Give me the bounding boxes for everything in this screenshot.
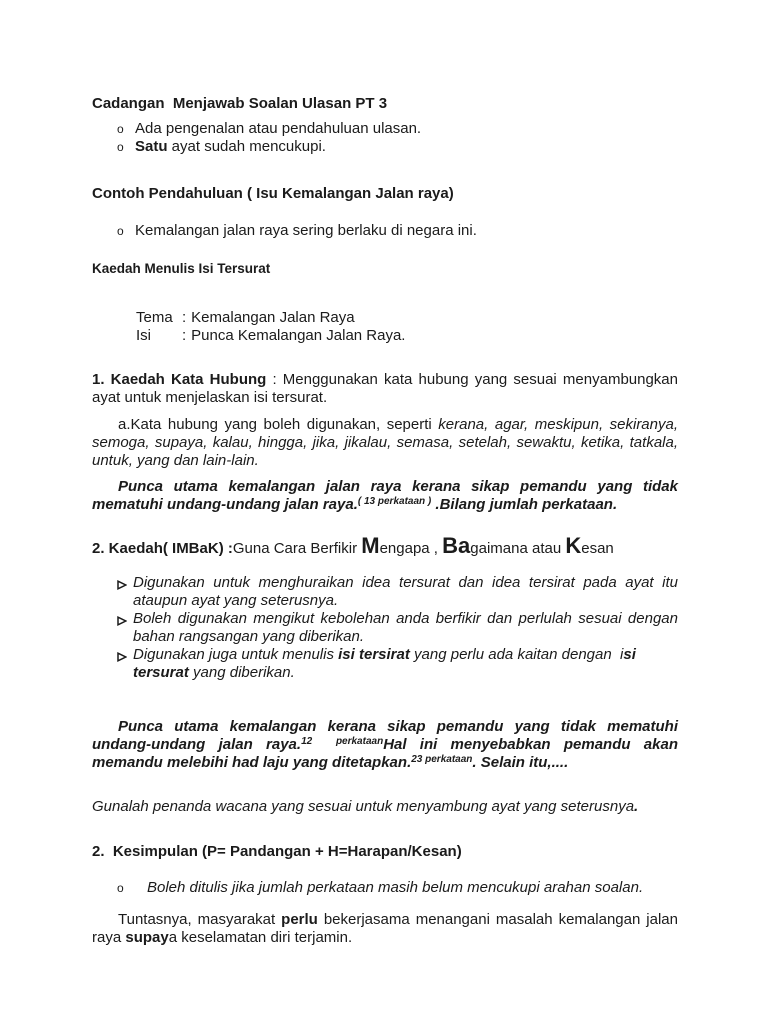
punca2-text-2: Hal ini menyebabkan pemandu akan memandu melebihi had laju yang ditetapkan. [92,736,678,771]
circle-bullet-icon: o [117,122,124,136]
punca1-tail: .Bilang jumlah perkataan. [431,496,618,513]
a3-bold-1: isi tersirat [338,646,410,663]
paragraph-punca-2 [92,718,678,772]
list-item-text: Boleh digunakan mengikut kebolehan anda berfikir dan perlulah sesuai dengan bahan rangsangan yang diberikan. [133,610,678,645]
emphasized-word: Satu [135,138,168,155]
arrow-bullet-icon [117,574,133,610]
kata-hubung-examples: kerana, agar, meskipun, sekiranya, semoga, supaya, kalau, hingga, jika, jikalau, semasa, setelah, sewaktu, ketika, tatkala, untuk, yang dan lain-lain. [92,416,679,469]
isi-value: Punca Kemalangan Jalan Raya. [191,327,406,344]
list-item-text [135,138,678,156]
circle-bullet-icon: o [117,224,124,238]
final-bold-perlu: perlu [281,911,318,928]
final-bold-supay: supay [125,929,169,946]
a3-bold-2: si tersurat [133,646,636,681]
arrow-bullet-icon [117,646,133,682]
punca2-text-3: . Selain itu,.... [472,754,569,771]
punca2-word-count-2: 23 perkataan [411,754,473,765]
a3-text-3: yang diberikan. [188,664,295,681]
list-item [92,574,678,610]
arrow-bullet-icon [117,610,133,646]
paragraph-kata-hubung [92,371,678,407]
imbak-text-4: esan [581,540,614,557]
page-title: Cadangan Menjawab Soalan Ulasan PT 3 [92,95,388,112]
punca1-text: Punca utama kemalangan jalan raya kerana sikap pemandu yang tidak mematuhi undang-undang jalan raya. [92,478,678,513]
list-item [92,610,678,646]
circle-bullet-icon: o [117,140,124,154]
punca1-word-count: ( 13 perkataan ) [357,496,432,507]
imbak-letter-m: M [361,533,380,558]
kata-hubung-list-lead: a.Kata hubung yang boleh digunakan, seperti [118,416,439,433]
final-text-3: a keselamatan diri terjamin. [168,929,353,946]
gunalah-text: Gunalah penanda wacana yang sesuai untuk menyambung ayat yang seterusnya [92,798,635,815]
paragraph-final [92,911,678,947]
a3-text-1: Digunakan juga untuk menulis [133,646,339,663]
tema-label: Tema [136,309,173,326]
imbak-heading: 2. Kaedah( IMBaK) : [92,540,233,557]
document-page [92,95,678,947]
gunalah-period: . [634,798,639,815]
list-item-text: Boleh ditulis jika jumlah perkataan masih belum mencukupi arahan soalan. [147,879,644,896]
list-item [92,138,678,156]
list-item-text: Ada pengenalan atau pendahuluan ulasan. [135,120,422,137]
list-item-text [133,646,678,682]
paragraph-kata-hubung-list [92,416,678,470]
tema-separator: : [182,309,187,326]
isi-separator: : [182,327,187,344]
paragraph-imbak [92,533,678,562]
tema-isi-block [136,309,678,345]
isi-label: Isi [136,327,151,344]
isi-row [136,327,678,345]
list-item [92,120,678,138]
tema-row [136,309,678,327]
imbak-text-3: gaimana atau [470,540,566,557]
arrow-bullet-list [92,574,678,682]
list-item [92,879,678,897]
section-heading-kesimpulan: 2. Kesimpulan (P= Pandangan + H=Harapan/Kesan) [92,843,462,860]
imbak-letter-ba: Ba [442,533,471,558]
final-text-1: Tuntasnya, masyarakat [118,911,282,928]
list-item-text: Digunakan untuk menghuraikan idea tersurat dan idea tersirat pada ayat itu ataupun ayat yang seterusnya. [133,574,678,609]
punca2-text-1: Punca utama kemalangan kerana sikap pemandu yang tidak mematuhi undang-undang jalan raya. [92,718,678,753]
kata-hubung-text: : Menggunakan kata hubung yang sesuai menyambungkan ayat untuk menjelaskan isi tersurat. [92,371,678,406]
list-item-text-rest: ayat sudah mencukupi. [167,138,326,155]
kata-hubung-heading: 1. Kaedah Kata Hubung [92,371,267,388]
circle-bullet-icon: o [117,881,124,895]
list-item [92,222,678,240]
imbak-text-2: engapa , [379,540,443,557]
paragraph-punca-1 [92,478,678,514]
tema-value: Kemalangan Jalan Raya [191,309,355,326]
imbak-text-1: Guna Cara Berfikir [232,540,362,557]
imbak-letter-k: K [565,533,582,558]
final-text-2: bekerjasama menangani masalah kemalangan jalan raya [92,911,678,946]
section-heading-contoh: Contoh Pendahuluan ( Isu Kemalangan Jalan raya) [92,185,454,202]
a3-text-2: yang perlu ada kaitan dengan i [409,646,624,663]
punca2-word-count-1: 12 perkataan [301,736,384,747]
list-item-text: Kemalangan jalan raya sering berlaku di negara ini. [135,222,477,239]
intro-bullet-list [92,120,678,156]
list-item [92,646,678,682]
section-heading-kaedah: Kaedah Menulis Isi Tersurat [92,261,271,276]
paragraph-gunalah [92,798,678,816]
